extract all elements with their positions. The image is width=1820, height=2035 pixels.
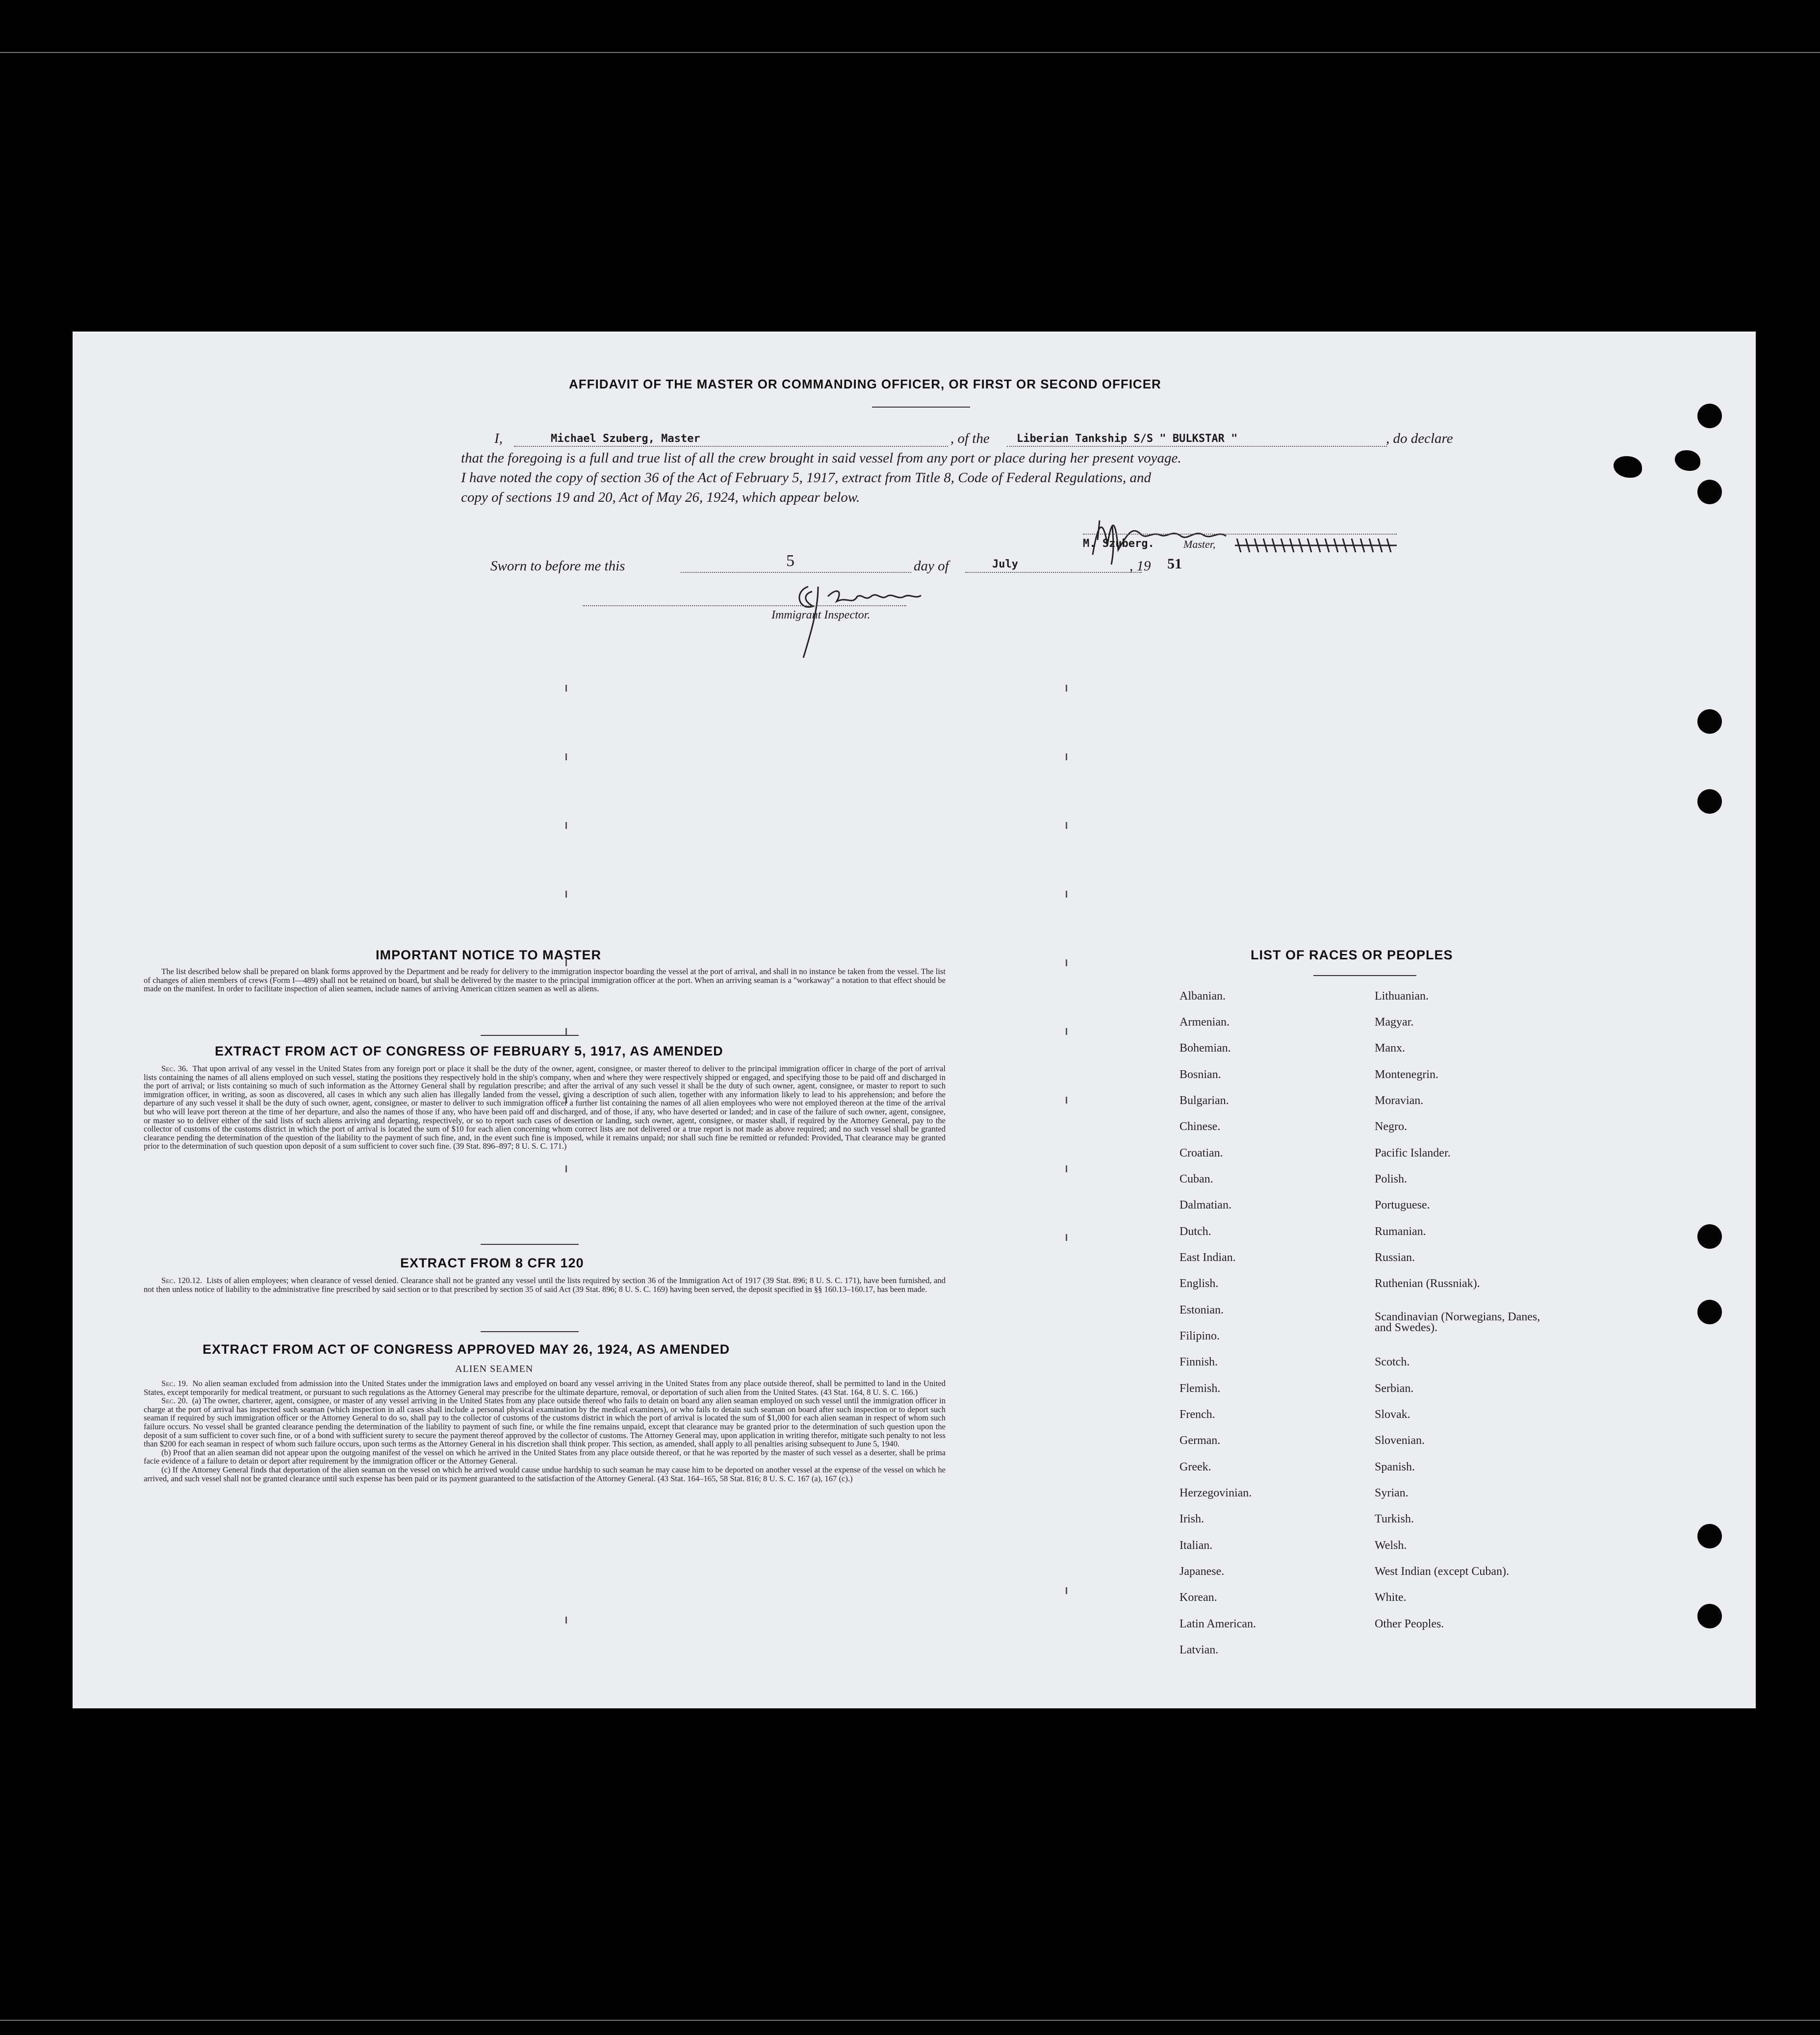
race-item: Montenegrin. [1375,1068,1438,1081]
punch-hole [1697,1300,1722,1324]
race-item: Rumanian. [1375,1225,1426,1238]
section-divider [481,1244,579,1245]
race-item: Armenian. [1179,1016,1230,1029]
sec-36-label: Sec. 36. [161,1064,188,1073]
day-value: 5 [786,552,795,570]
race-item: Bohemian. [1179,1042,1231,1055]
fold-mark [1066,1165,1067,1172]
race-item: Pacific Islander. [1375,1147,1451,1159]
race-item: Manx. [1375,1042,1405,1055]
race-item: Japanese. [1179,1565,1225,1578]
master-signature-typed: M. Szuberg. [1083,538,1154,550]
fold-mark [1066,822,1067,829]
race-item: Greek. [1179,1461,1211,1473]
master-name-line [514,446,948,447]
race-item: Scotch. [1375,1356,1410,1368]
fold-mark [1066,685,1067,692]
sec-120-12-label: Sec. 120.12. [161,1276,203,1285]
race-item: Filipino. [1179,1330,1220,1342]
fold-mark [565,753,567,760]
alien-seamen-subtitle: ALIEN SEAMEN [455,1364,534,1374]
race-item: Spanish. [1375,1461,1415,1473]
month-value: July [992,558,1018,570]
race-item: East Indian. [1179,1251,1236,1264]
fold-mark [565,1165,567,1172]
master-title: Master, [1183,538,1216,550]
extract-1924-text [144,1379,946,1483]
extract-1917-title: EXTRACT FROM ACT OF CONGRESS OF FEBRUARY 5, 1917, AS AMENDED [215,1044,723,1058]
race-item: Other Peoples. [1375,1618,1444,1630]
race-item: Magyar. [1375,1016,1414,1029]
race-item: Welsh. [1375,1539,1407,1552]
fold-mark [1066,753,1067,760]
race-item: Bosnian. [1179,1068,1221,1081]
race-item: Korean. [1179,1591,1217,1604]
race-item: English. [1179,1277,1219,1290]
race-item: Finnish. [1179,1356,1218,1368]
punch-hole [1697,789,1722,814]
sec-19-label: Sec. 19. [161,1379,188,1388]
fold-mark [1066,891,1067,898]
fold-mark [1066,1234,1067,1241]
punch-hole [1697,1604,1722,1628]
notice-text [144,967,946,993]
document-sheet [73,332,1756,1708]
punch-hole [1697,1224,1722,1249]
sec-20a-text: (a) The owner, charterer, agent, consignee, or master of any vessel arriving in the United States from any place outside thereof who fails to detain on board any alien seaman employed on such vessel until the immigration officer in charge at the port of arrival has inspected such seaman (which inspection in all cases shall include a personal physical examination by the medical examiners), or who fails to detain such seaman on board after such inspection or to deport such seaman if required by such immigration officer or the Attorney General to do so, shall pay to the collector of customs of the customs district in which the port of arrival is located the sum of $1,000 for each alien seaman in respect of whom such failure occurs. No vessel shall be granted clearance pending the determination of the liability to payment of such fine, or while the fine remains unpaid, except that clearance may be granted prior to the determination of such question upon the deposit of a sum sufficient to cover such fine, or of a bond with sufficient surety to secure the payment thereof approved by the collector of customs. The Attorney General may, upon application in writing therefor, mitigate such penalty to not less than $200 for each seaman in respect of whom such failure occurs, upon such terms as the Attorney General in his discretion shall think proper. This section, as amended, shall apply to all penalties arising subsequent to June 5, 1940. [144,1396,946,1449]
affidavit-line-4: copy of sections 19 and 20, Act of May 26, 1924, which appear below. [461,489,860,505]
section-divider [481,1035,579,1036]
paper-top-edge [73,332,1756,333]
race-item: Cuban. [1179,1173,1213,1185]
film-frame-top [0,52,1820,53]
race-item: Latin American. [1179,1618,1256,1630]
race-item: Turkish. [1375,1513,1414,1525]
punch-hole [1697,709,1722,734]
day-of-label: day of [914,558,949,574]
race-item: White. [1375,1591,1407,1604]
punch-hole [1697,404,1722,428]
extract-cfr-text [144,1276,946,1293]
section-divider [481,1331,579,1332]
fold-mark [565,822,567,829]
fold-mark [1066,1097,1067,1104]
fold-mark [1066,1028,1067,1035]
officer-title-strikeout [1235,537,1397,554]
races-title-rule [1313,975,1416,976]
extract-1917-text [144,1064,946,1151]
extract-cfr-title: EXTRACT FROM 8 CFR 120 [400,1256,584,1270]
vessel-name: Liberian Tankship S/S " BULKSTAR " [1017,433,1238,445]
race-item: West Indian (except Cuban). [1375,1565,1509,1578]
race-item: Albanian. [1179,990,1226,1003]
affidavit-i-label: I, [494,431,503,446]
affidavit-line-2: that the foregoing is a full and true list of all the crew brought in said vessel from any port or place during her present voyage. [461,450,1181,466]
race-item: Croatian. [1179,1147,1223,1159]
sec-20c-text: (c) If the Attorney General finds that deportation of the alien seaman on the vessel on which he arrived would cause undue hardship to such seaman he may cause him to be deported on another vessel at the expense of the vessel on which he arrived, and such vessel shall not be granted clearance until such expense has been paid or its payment guaranteed to the satisfaction of the Attorney General. (43 Stat. 164–165, 58 Stat. 816; 8 U. S. C. 167 (a), 167 (c).) [144,1465,946,1483]
punch-hole [1697,480,1722,504]
inspector-title: Immigrant Inspector. [771,609,871,621]
year-value: 51 [1167,556,1182,572]
race-item: Slovenian. [1375,1434,1425,1447]
race-item: Estonian. [1179,1304,1224,1316]
race-item: Irish. [1179,1513,1204,1525]
do-declare-label: , do declare [1386,431,1453,446]
race-item: Latvian. [1179,1644,1219,1656]
day-line [681,572,911,573]
punch-hole [1697,1524,1722,1548]
affidavit-of-the-label: , of the [950,431,990,446]
race-item: Bulgarian. [1179,1094,1229,1107]
film-frame-bottom [0,2020,1820,2021]
race-item: Russian. [1375,1251,1415,1264]
race-item: Portuguese. [1375,1199,1430,1211]
fold-mark [1066,959,1067,966]
sec-36-text: That upon arrival of any vessel in the United States from any foreign port or place it shall be the duty of the owner, agent, consignee, or master thereof to deliver to the principal immigration officer in charge of the port of arrival lists containing the names of all aliens employed on such vessel, stating the positions they respectively hold in the ship's company, when and where they were respectively shipped or engaged, and specifying those to be paid off and discharged in the port of arrival; or lists containing so much of such information as the Attorney General shall by regulation prescribe; and after the arrival of any such vessel it shall be the duty of such owner, agent, consignee, or master to report to such immigration officer, in writing, as soon as discovered, all cases in which any such alien has illegally landed from the vessel, giving a description of such alien, together with any information likely to lead to his apprehension; and before the departure of any such vessel it shall be the duty of such owner, agent, consignee, or master to deliver to such immigration officer a further list containing the names of all alien employees who were not employed thereon at the time of the arrival but who will leave port thereon at the time of her departure, and also the names of those if any, who have been paid off and discharged, and of those, if any, who have deserted or landed; and in case of the failure of such owner, agent, consignee, or master so to deliver either of the said lists of such aliens arriving and departing, respectively, or so to report such cases of desertion or landing, such owner, agent, consignee, or master shall, if required by the Attorney General, pay to the collector of customs of the customs district in which the port of arrival is located the sum of $10 for each alien concerning whom correct lists are not delivered or a true report is not made as above required; and no such vessel shall be granted clearance pending the determination of the question of the liability to the payment of such fine, and, in the event such fine is imposed, while it remains unpaid; nor shall such fine be remitted or refunded: Provided, That clearance may be granted prior to the determination of such question upon deposit of a sum sufficient to cover such fine. (39 Stat. 896–897; 8 U. S. C. 171.) [144,1064,946,1151]
race-item: Scandinavian (Norwegians, Danes, and Swedes). [1375,1311,1540,1334]
race-item: Italian. [1179,1539,1213,1552]
master-name: Michael Szuberg, Master [551,433,700,445]
fold-mark [565,685,567,692]
month-line [965,572,1142,573]
master-signature-line [1083,534,1397,535]
race-item: Polish. [1375,1173,1408,1185]
race-item: Moravian. [1375,1094,1424,1107]
race-item: Serbian. [1375,1382,1414,1395]
race-item: Chinese. [1179,1120,1221,1133]
fold-mark [1066,1587,1067,1594]
race-item: Herzegovinian. [1179,1487,1252,1499]
race-item: Ruthenian (Russniak). [1375,1277,1480,1290]
affidavit-title-rule [872,407,970,408]
race-item: Dutch. [1179,1225,1211,1238]
vessel-line [1007,446,1387,447]
extract-1924-title: EXTRACT FROM ACT OF CONGRESS APPROVED MAY 26, 1924, AS AMENDED [203,1342,730,1357]
fold-mark [565,1028,567,1035]
race-item: Flemish. [1179,1382,1221,1395]
sworn-label: Sworn to before me this [490,558,625,574]
race-item: Lithuanian. [1375,990,1429,1003]
sec-19-text: No alien seaman excluded from admission into the United States under the immigration laws and employed on board any vessel arriving in the United States from any place outside thereof, shall be permitted to land in the United States, except temporarily for medical treatment, or pursuant to such regulations as the Attorney General may prescribe for the ultimate departure, removal, or deportation of such alien from the United States. (43 Stat. 164, 8 U. S. C. 166.) [144,1379,946,1397]
affidavit-title: AFFIDAVIT OF THE MASTER OR COMMANDING OFFICER, OR FIRST OR SECOND OFFICER [569,377,1161,391]
fold-mark [565,1617,567,1623]
sec-20-label: Sec. 20. [161,1396,188,1406]
affidavit-line-3: I have noted the copy of section 36 of the Act of February 5, 1917, extract from Title 8, Code of Federal Regulations, and [461,470,1152,486]
race-item: French. [1179,1408,1215,1421]
race-item: Negro. [1375,1120,1407,1133]
race-item: Slovak. [1375,1408,1410,1421]
notice-paragraph: The list described below shall be prepared on blank forms approved by the Department and be ready for delivery to the immigration inspector boarding the vessel at the port of arrival, and shall in no instance be taken from the vessel. The list of changes of alien members of crews (Form I—489) shall not be retained on board, but shall be delivered by the master to the principal immigration officer at the port. When an arriving seaman is a "workaway" a notation to that effect should be made on the manifest. In order to facilitate inspection of alien seamen, include names of arriving American citizen seamen as well as aliens. [144,967,946,994]
race-item: Syrian. [1375,1487,1409,1499]
races-title: LIST OF RACES OR PEOPLES [1251,948,1453,962]
year-prefix: , 19 [1129,558,1151,574]
sec-20b-text: (b) Proof that an alien seaman did not appear upon the outgoing manifest of the vessel on which he arrived in the United States from any place outside thereof, or that he was reported by the master of such vessel as a deserter, shall be prima facie evidence of a failure to detain or deport after requirement by the immigration officer or the Attorney General. [144,1447,946,1466]
race-item: German. [1179,1434,1221,1447]
race-item: Dalmatian. [1179,1199,1231,1211]
sec-120-12-text: Lists of alien employees; when clearance of vessel denied. Clearance shall not be granted any vessel until the lists required by section 36 of the Immigration Act of 1917 (39 Stat. 896; 8 U. S. C. 171), have been furnished, and not then unless notice of liability to the administrative fine prescribed by said section or to that prescribed by section 35 of said Act (39 Stat. 896; 8 U. S. C. 169) having been served, the deposit specified in §§ 160.13–160.17, has been made. [144,1276,946,1294]
notice-title: IMPORTANT NOTICE TO MASTER [376,948,601,962]
fold-mark [565,891,567,898]
